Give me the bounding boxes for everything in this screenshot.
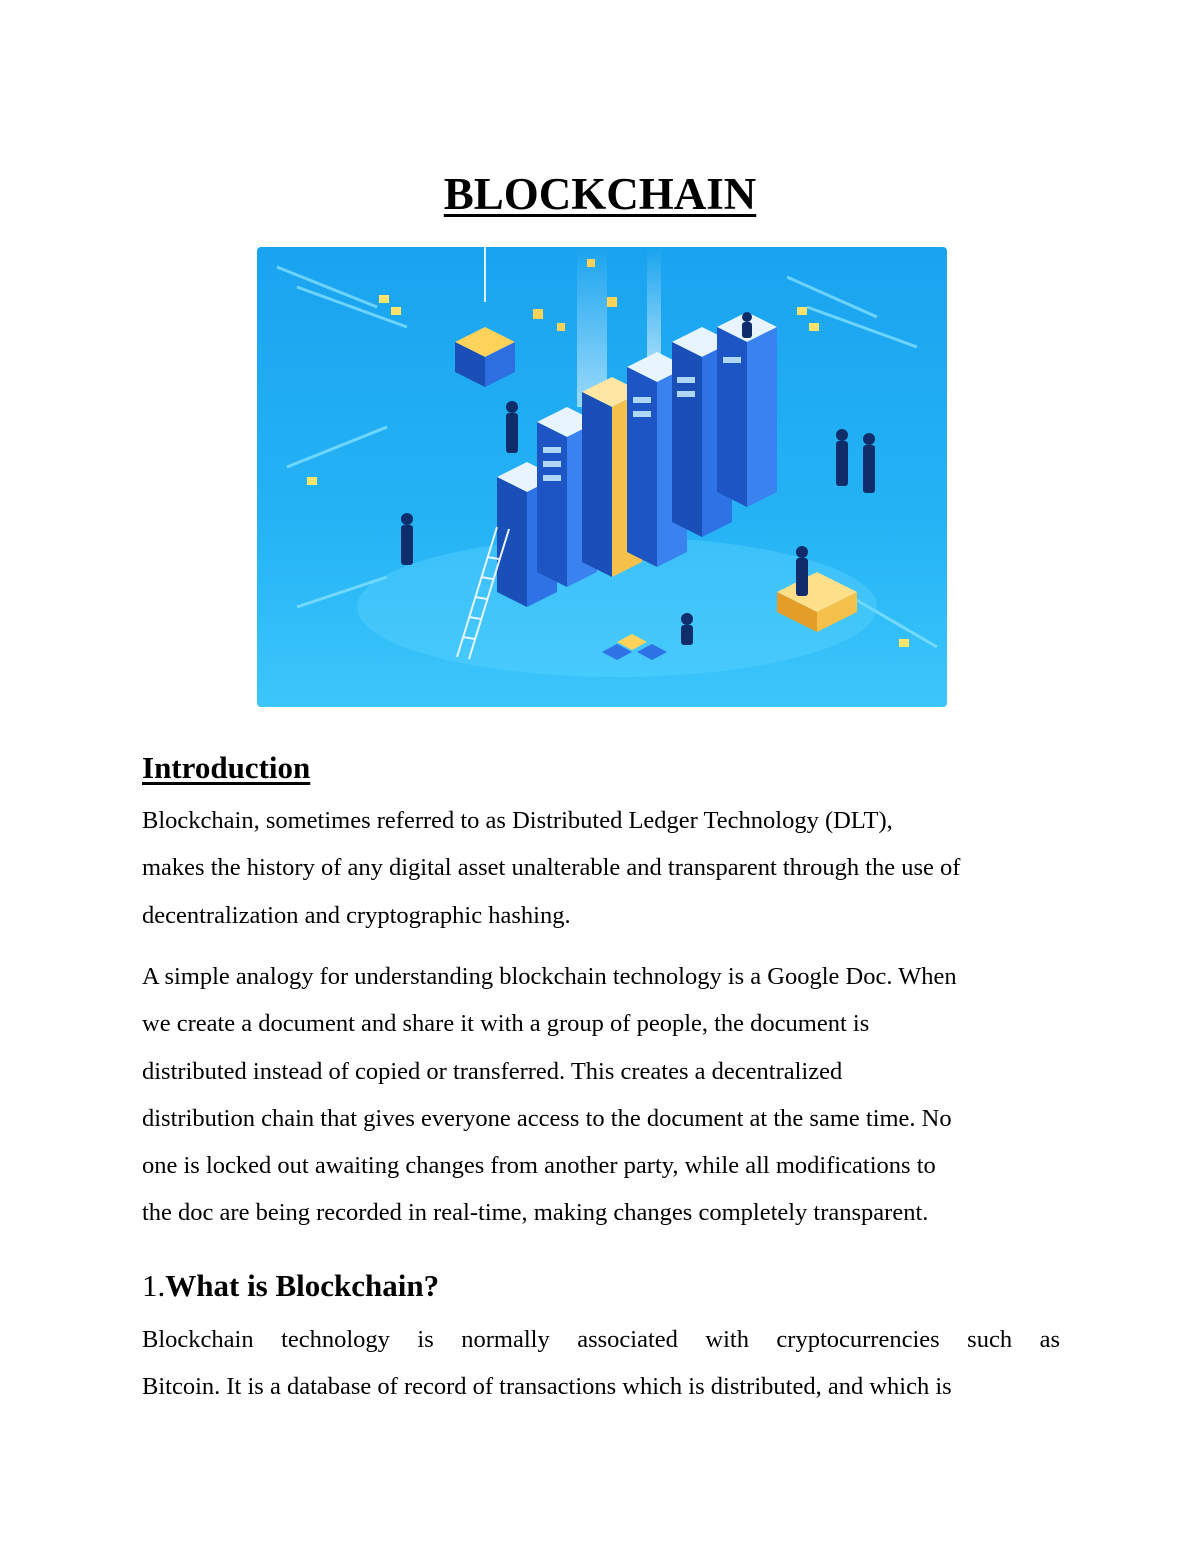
- heading-text: What is Blockchain?: [165, 1268, 440, 1303]
- text-line: one is locked out awaiting changes from another party, while all modifications to: [142, 1152, 936, 1180]
- text-line: Bitcoin. It is a database of record of transactions which is distributed, and which is: [142, 1373, 952, 1401]
- text-line: we create a document and share it with a group of people, the document is: [142, 1010, 870, 1038]
- intro-paragraph-1: [142, 797, 1060, 939]
- section-heading-introduction: Introduction: [142, 750, 311, 785]
- text-line: Blockchain, sometimes referred to as Distributed Ledger Technology (DLT),: [142, 807, 893, 834]
- text-line: distribution chain that gives everyone access to the document at the same time. No: [142, 1104, 952, 1132]
- blockchain-illustration: [257, 247, 947, 707]
- heading-number: 1.: [142, 1268, 166, 1303]
- text-line: A simple analogy for understanding blockchain technology is a Google Doc. When: [142, 963, 957, 990]
- text-line: makes the history of any digital asset unalterable and transparent through the use of: [142, 854, 961, 882]
- what-is-paragraph-1: [142, 1316, 1060, 1411]
- text-line: distributed instead of copied or transferred. This creates a decentralized: [142, 1057, 843, 1085]
- intro-paragraph-2: [142, 953, 1060, 1237]
- document-title: BLOCKCHAIN: [443, 169, 757, 219]
- text-line: Blockchain technology is normally associated with cryptocurrencies such as: [142, 1326, 1060, 1353]
- section-heading-what-is-blockchain: [142, 1266, 439, 1306]
- text-line: decentralization and cryptographic hashing.: [142, 901, 571, 929]
- isometric-blockchain-image: [257, 247, 947, 707]
- text-line: the doc are being recorded in real-time, making changes completely transparent.: [142, 1199, 929, 1227]
